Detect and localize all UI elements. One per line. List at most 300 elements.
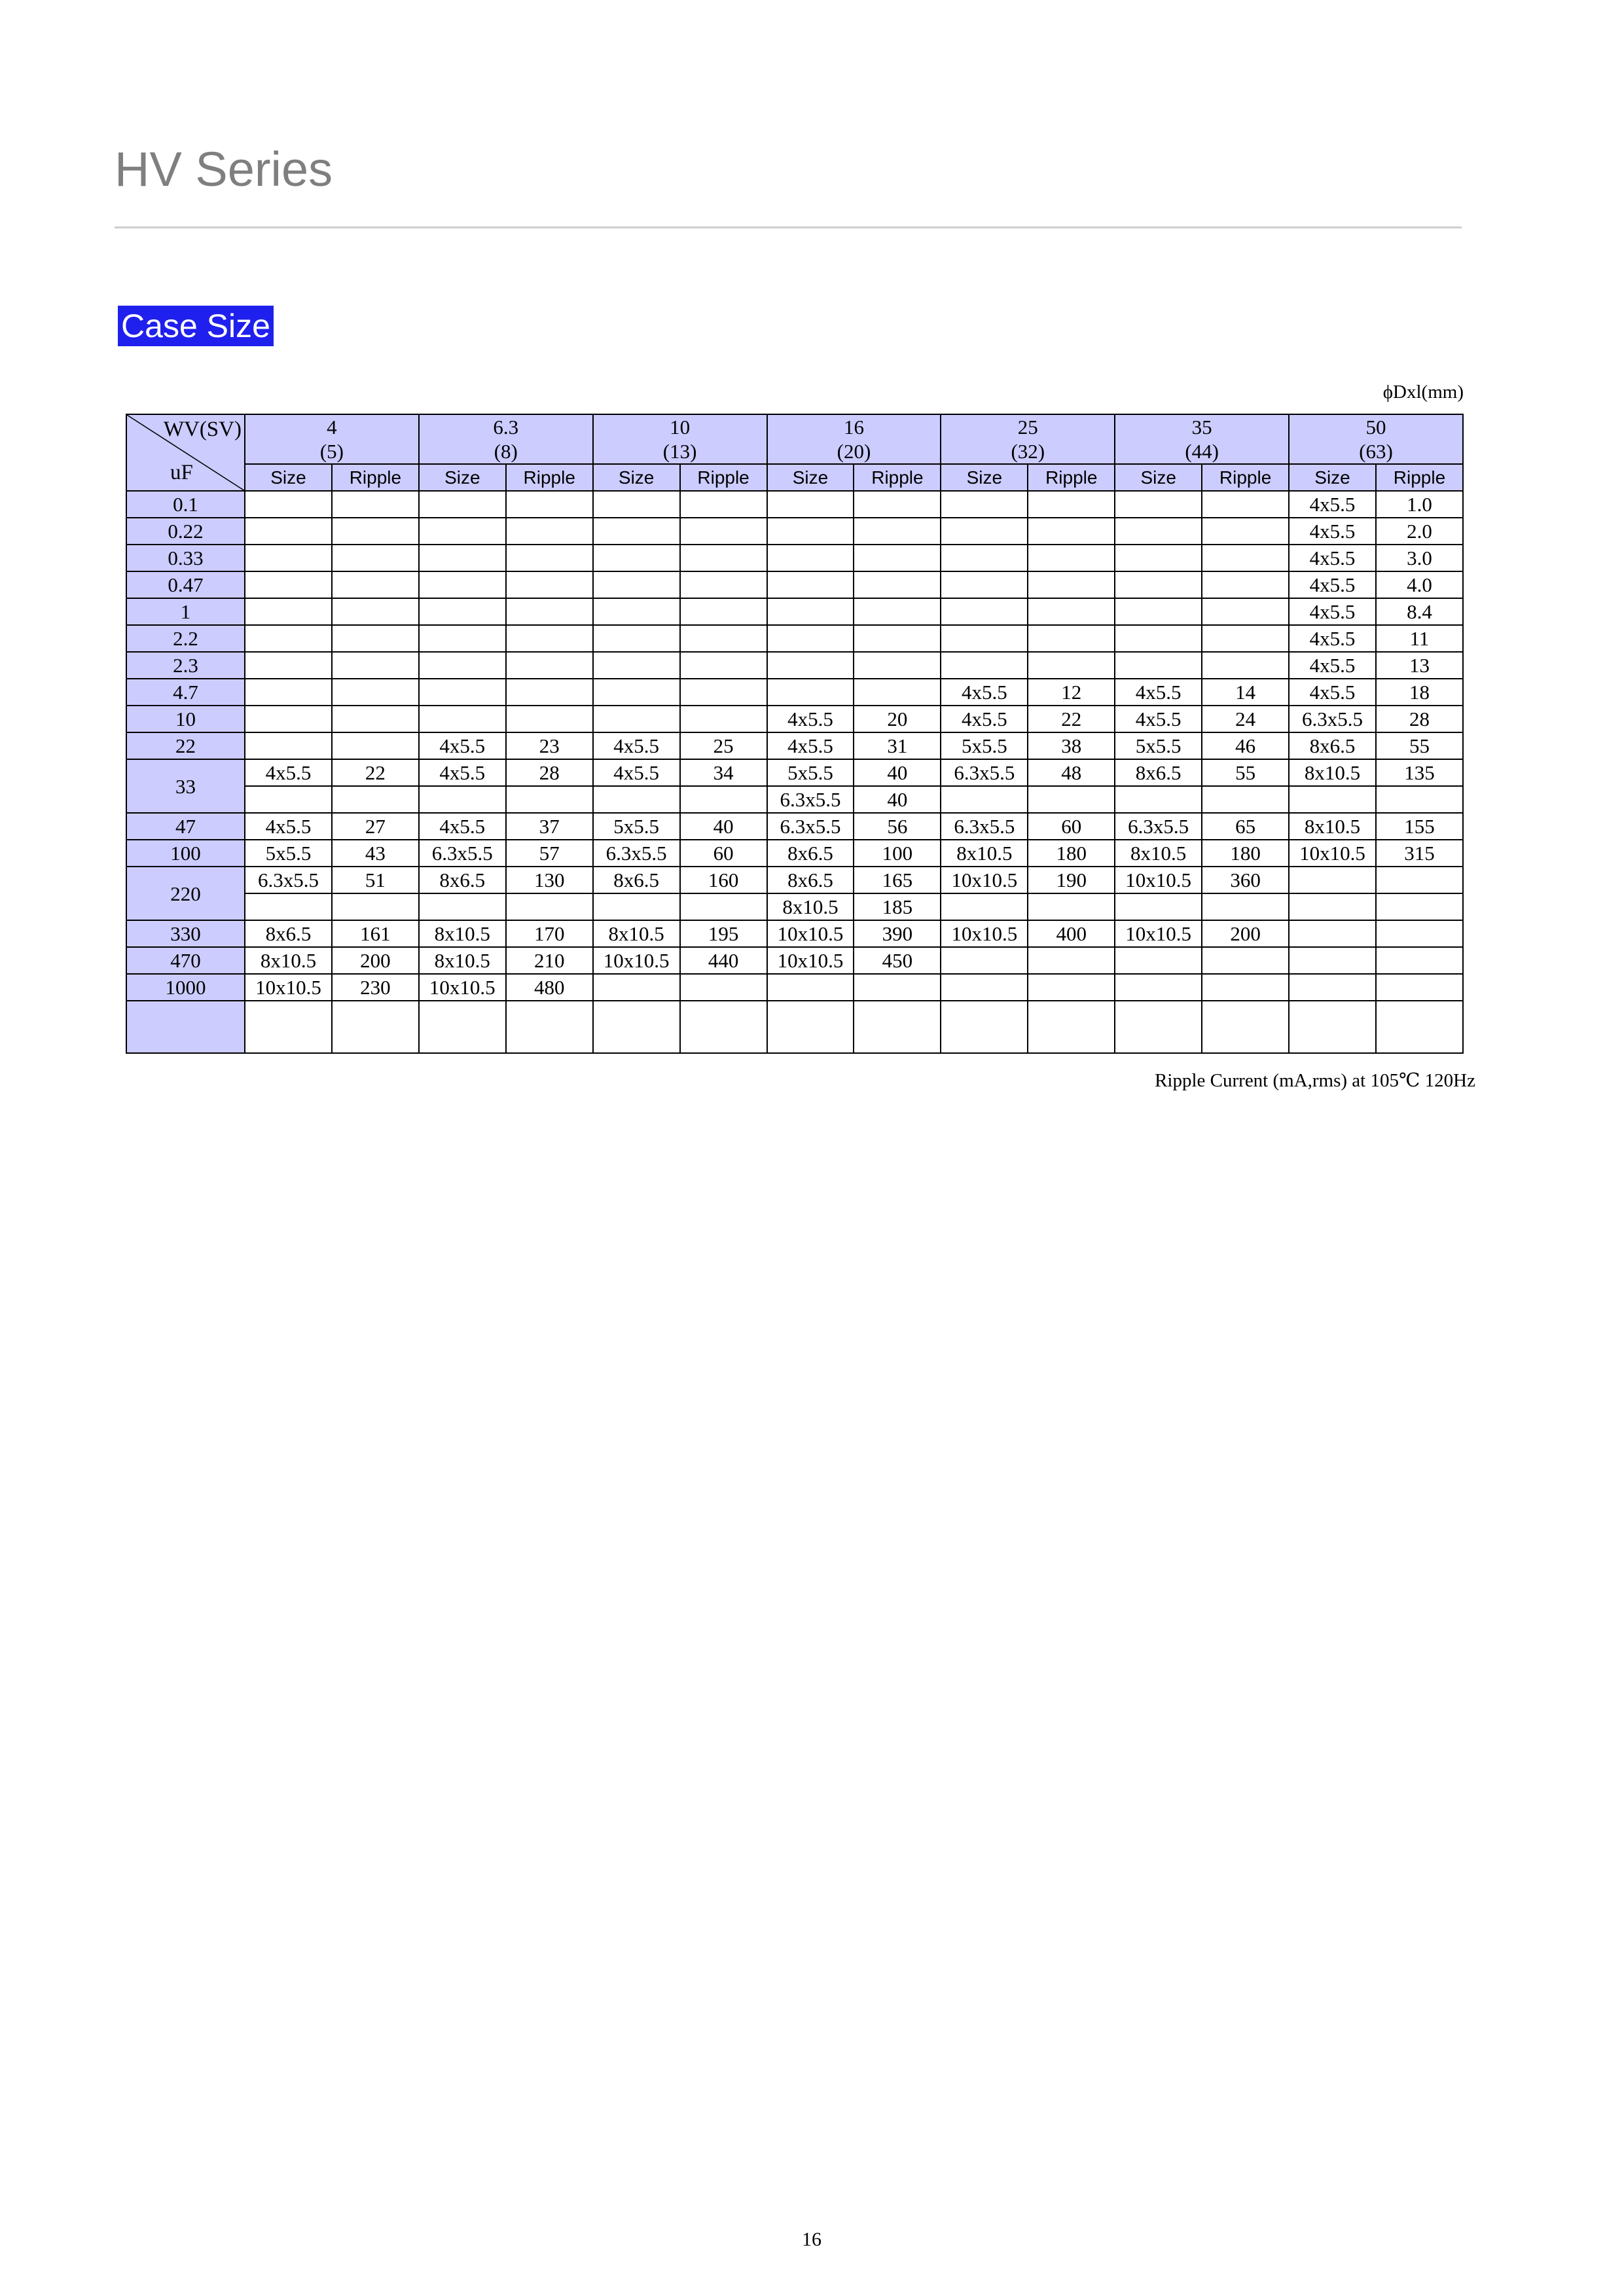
size-cell <box>767 652 854 679</box>
size-cell: 4x5.5 <box>419 759 506 786</box>
ripple-cell: 185 <box>854 893 941 920</box>
ripple-cell: 450 <box>854 947 941 974</box>
voltage-header <box>1289 414 1463 464</box>
size-cell: 8x10.5 <box>593 920 680 947</box>
ripple-cell: 161 <box>332 920 419 947</box>
ripple-cell <box>680 679 767 706</box>
ripple-cell: 190 <box>1028 867 1115 893</box>
table-row <box>126 706 1463 732</box>
sv-value: (5) <box>319 440 344 463</box>
table-row <box>126 974 1463 1001</box>
size-cell: 4x5.5 <box>419 732 506 759</box>
ripple-cell <box>1028 947 1115 974</box>
ripple-column-header: Ripple <box>332 464 419 491</box>
ripple-cell <box>506 679 593 706</box>
ripple-cell: 14 <box>1202 679 1289 706</box>
size-cell: 6.3x5.5 <box>593 840 680 867</box>
ripple-cell <box>1202 786 1289 813</box>
ripple-cell <box>680 893 767 920</box>
ripple-cell: 37 <box>506 813 593 840</box>
size-cell <box>941 1001 1028 1053</box>
ripple-cell: 43 <box>332 840 419 867</box>
size-cell <box>1289 867 1376 893</box>
size-cell <box>245 625 332 652</box>
size-cell <box>593 786 680 813</box>
size-cell: 10x10.5 <box>1115 867 1202 893</box>
capacitance-cell: 100 <box>126 840 245 867</box>
ripple-cell <box>1202 1001 1289 1053</box>
size-cell <box>1115 571 1202 598</box>
case-size-table <box>126 414 1464 1040</box>
ripple-cell <box>1202 518 1289 545</box>
size-cell: 5x5.5 <box>1115 732 1202 759</box>
ripple-cell: 2.0 <box>1376 518 1463 545</box>
size-cell <box>1289 974 1376 1001</box>
ripple-cell <box>332 571 419 598</box>
ripple-cell <box>1202 625 1289 652</box>
capacitance-cell: 330 <box>126 920 245 947</box>
size-cell: 4x5.5 <box>245 813 332 840</box>
size-cell <box>245 706 332 732</box>
ripple-cell: 40 <box>680 813 767 840</box>
voltage-header <box>245 414 419 464</box>
ripple-column-header: Ripple <box>1376 464 1463 491</box>
size-cell <box>941 652 1028 679</box>
size-cell <box>419 518 506 545</box>
ripple-cell: 60 <box>1028 813 1115 840</box>
size-cell: 10x10.5 <box>419 974 506 1001</box>
ripple-cell <box>332 598 419 625</box>
size-cell: 8x10.5 <box>419 920 506 947</box>
size-cell: 8x6.5 <box>593 867 680 893</box>
size-cell <box>767 598 854 625</box>
ripple-cell <box>1376 920 1463 947</box>
ripple-cell <box>854 545 941 571</box>
size-cell <box>1115 893 1202 920</box>
ripple-cell <box>506 706 593 732</box>
ripple-cell: 27 <box>332 813 419 840</box>
size-cell: 4x5.5 <box>593 732 680 759</box>
size-cell: 4x5.5 <box>1289 491 1376 518</box>
ripple-cell <box>506 1001 593 1053</box>
ripple-cell <box>680 491 767 518</box>
capacitance-cell: 0.47 <box>126 571 245 598</box>
ripple-cell <box>1202 491 1289 518</box>
size-cell: 10x10.5 <box>1289 840 1376 867</box>
size-cell <box>1115 974 1202 1001</box>
ripple-column-header: Ripple <box>1028 464 1115 491</box>
ripple-cell <box>332 625 419 652</box>
size-cell: 4x5.5 <box>419 813 506 840</box>
wv-value: 25 <box>1017 416 1038 439</box>
size-cell: 4x5.5 <box>593 759 680 786</box>
size-cell <box>419 545 506 571</box>
ripple-cell: 180 <box>1202 840 1289 867</box>
table-row <box>126 491 1463 518</box>
size-cell <box>245 732 332 759</box>
size-cell: 8x6.5 <box>767 867 854 893</box>
capacitance-cell: 0.1 <box>126 491 245 518</box>
ripple-cell: 60 <box>680 840 767 867</box>
size-cell: 8x6.5 <box>1115 759 1202 786</box>
size-cell <box>245 571 332 598</box>
ripple-cell: 56 <box>854 813 941 840</box>
ripple-cell <box>1028 518 1115 545</box>
ripple-cell: 400 <box>1028 920 1115 947</box>
size-cell: 8x10.5 <box>941 840 1028 867</box>
ripple-cell: 390 <box>854 920 941 947</box>
size-cell <box>245 598 332 625</box>
sv-value: (44) <box>1185 440 1219 463</box>
table-row <box>126 1001 1463 1053</box>
ripple-cell <box>854 491 941 518</box>
ripple-cell: 22 <box>1028 706 1115 732</box>
sv-value: (13) <box>662 440 697 463</box>
size-column-header: Size <box>941 464 1028 491</box>
ripple-cell: 46 <box>1202 732 1289 759</box>
size-cell: 8x6.5 <box>1289 732 1376 759</box>
size-cell <box>1115 491 1202 518</box>
corner-uf-label: uF <box>170 461 193 485</box>
size-cell <box>941 598 1028 625</box>
ripple-cell <box>1028 571 1115 598</box>
size-cell <box>593 893 680 920</box>
size-cell: 8x10.5 <box>767 893 854 920</box>
sv-value: (63) <box>1359 440 1393 463</box>
ripple-cell: 24 <box>1202 706 1289 732</box>
size-cell <box>419 571 506 598</box>
size-cell: 10x10.5 <box>1115 920 1202 947</box>
ripple-cell <box>1376 786 1463 813</box>
ripple-cell <box>1028 491 1115 518</box>
ripple-cell: 55 <box>1202 759 1289 786</box>
ripple-cell: 22 <box>332 759 419 786</box>
size-cell <box>593 652 680 679</box>
ripple-cell: 48 <box>1028 759 1115 786</box>
ripple-cell: 34 <box>680 759 767 786</box>
capacitance-cell: 47 <box>126 813 245 840</box>
ripple-cell: 170 <box>506 920 593 947</box>
ripple-cell: 180 <box>1028 840 1115 867</box>
size-cell <box>245 518 332 545</box>
ripple-cell <box>1202 893 1289 920</box>
ripple-cell <box>506 786 593 813</box>
size-cell: 4x5.5 <box>1289 518 1376 545</box>
size-cell <box>1115 652 1202 679</box>
size-cell <box>941 786 1028 813</box>
ripple-cell: 12 <box>1028 679 1115 706</box>
size-cell: 4x5.5 <box>1115 679 1202 706</box>
ripple-cell <box>1376 1001 1463 1053</box>
wv-value: 10 <box>670 416 691 439</box>
ripple-cell <box>1028 893 1115 920</box>
ripple-footnote: Ripple Current (mA,rms) at 105℃ 120Hz <box>1155 1070 1475 1091</box>
size-cell <box>941 974 1028 1001</box>
size-cell <box>1115 598 1202 625</box>
size-cell: 4x5.5 <box>1289 679 1376 706</box>
size-cell <box>419 598 506 625</box>
ripple-cell <box>506 598 593 625</box>
size-cell: 6.3x5.5 <box>419 840 506 867</box>
unit-note: ϕDxl(mm) <box>1382 382 1464 403</box>
ripple-cell <box>332 706 419 732</box>
size-cell <box>419 893 506 920</box>
size-cell: 4x5.5 <box>941 706 1028 732</box>
ripple-cell: 40 <box>854 786 941 813</box>
ripple-cell: 38 <box>1028 732 1115 759</box>
size-cell: 4x5.5 <box>1289 545 1376 571</box>
size-cell: 4x5.5 <box>245 759 332 786</box>
ripple-cell <box>854 598 941 625</box>
wv-value: 16 <box>843 416 864 439</box>
ripple-cell: 165 <box>854 867 941 893</box>
ripple-cell: 25 <box>680 732 767 759</box>
table-row <box>126 893 1463 920</box>
size-cell <box>941 518 1028 545</box>
ripple-cell <box>506 652 593 679</box>
size-cell: 4x5.5 <box>1289 625 1376 652</box>
size-cell: 4x5.5 <box>1289 598 1376 625</box>
size-cell <box>767 1001 854 1053</box>
size-cell <box>767 545 854 571</box>
size-cell: 6.3x5.5 <box>767 786 854 813</box>
ripple-cell: 315 <box>1376 840 1463 867</box>
size-cell <box>593 625 680 652</box>
voltage-header <box>767 414 941 464</box>
ripple-cell: 135 <box>1376 759 1463 786</box>
size-cell <box>419 679 506 706</box>
size-cell <box>593 974 680 1001</box>
size-cell: 10x10.5 <box>767 920 854 947</box>
capacitance-cell: 220 <box>126 867 245 920</box>
ripple-cell: 11 <box>1376 625 1463 652</box>
size-cell: 5x5.5 <box>245 840 332 867</box>
size-cell <box>1289 786 1376 813</box>
ripple-cell: 65 <box>1202 813 1289 840</box>
ripple-cell: 3.0 <box>1376 545 1463 571</box>
ripple-cell <box>506 545 593 571</box>
sv-value: (8) <box>494 440 518 463</box>
ripple-cell <box>680 518 767 545</box>
wv-value: 4 <box>327 416 337 439</box>
wv-value: 6.3 <box>493 416 519 439</box>
voltage-header <box>419 414 593 464</box>
size-cell <box>1115 625 1202 652</box>
size-column-header: Size <box>1115 464 1202 491</box>
page-title: HV Series <box>115 142 333 196</box>
size-cell <box>593 706 680 732</box>
ripple-cell <box>854 625 941 652</box>
size-cell: 8x6.5 <box>767 840 854 867</box>
size-cell: 8x10.5 <box>1115 840 1202 867</box>
capacitance-cell: 1000 <box>126 974 245 1001</box>
ripple-cell <box>332 545 419 571</box>
ripple-cell <box>332 491 419 518</box>
ripple-cell: 440 <box>680 947 767 974</box>
ripple-cell <box>680 545 767 571</box>
size-cell: 10x10.5 <box>767 947 854 974</box>
table-row <box>126 920 1463 947</box>
ripple-cell <box>332 1001 419 1053</box>
size-cell <box>593 518 680 545</box>
size-cell <box>593 598 680 625</box>
size-cell <box>593 1001 680 1053</box>
size-cell <box>419 786 506 813</box>
ripple-cell <box>1202 974 1289 1001</box>
size-cell <box>767 679 854 706</box>
ripple-cell: 31 <box>854 732 941 759</box>
size-cell: 10x10.5 <box>245 974 332 1001</box>
ripple-cell <box>506 625 593 652</box>
size-column-header: Size <box>593 464 680 491</box>
size-column-header: Size <box>245 464 332 491</box>
ripple-cell <box>1376 947 1463 974</box>
ripple-cell <box>680 625 767 652</box>
ripple-cell <box>332 518 419 545</box>
size-cell <box>593 571 680 598</box>
size-cell <box>767 571 854 598</box>
ripple-cell <box>1028 652 1115 679</box>
ripple-column-header: Ripple <box>506 464 593 491</box>
table-row <box>126 867 1463 893</box>
table-row <box>126 598 1463 625</box>
ripple-cell <box>1028 974 1115 1001</box>
size-cell <box>1289 920 1376 947</box>
size-cell: 4x5.5 <box>1115 706 1202 732</box>
wv-value: 50 <box>1365 416 1386 439</box>
ripple-cell <box>332 893 419 920</box>
ripple-column-header: Ripple <box>854 464 941 491</box>
size-cell: 8x10.5 <box>245 947 332 974</box>
ripple-cell <box>1028 625 1115 652</box>
capacitance-cell: 22 <box>126 732 245 759</box>
ripple-cell: 155 <box>1376 813 1463 840</box>
size-cell <box>419 1001 506 1053</box>
ripple-cell <box>680 786 767 813</box>
ripple-cell: 40 <box>854 759 941 786</box>
capacitance-cell: 470 <box>126 947 245 974</box>
ripple-cell: 13 <box>1376 652 1463 679</box>
table-row <box>126 679 1463 706</box>
sv-value: (32) <box>1011 440 1045 463</box>
size-cell: 8x10.5 <box>1289 759 1376 786</box>
size-cell <box>245 893 332 920</box>
size-cell <box>941 625 1028 652</box>
size-cell <box>941 947 1028 974</box>
size-cell <box>593 491 680 518</box>
ripple-cell <box>680 598 767 625</box>
capacitance-cell: 1 <box>126 598 245 625</box>
size-cell: 8x6.5 <box>245 920 332 947</box>
table-row <box>126 652 1463 679</box>
ripple-cell <box>1202 947 1289 974</box>
size-cell <box>245 491 332 518</box>
ripple-cell <box>506 571 593 598</box>
ripple-cell <box>1028 545 1115 571</box>
size-cell: 4x5.5 <box>767 732 854 759</box>
capacitance-cell: 0.22 <box>126 518 245 545</box>
ripple-cell <box>332 786 419 813</box>
ripple-cell <box>1202 571 1289 598</box>
size-cell <box>419 706 506 732</box>
size-cell <box>245 679 332 706</box>
ripple-cell: 210 <box>506 947 593 974</box>
size-cell <box>419 652 506 679</box>
voltage-header <box>593 414 767 464</box>
size-cell: 6.3x5.5 <box>767 813 854 840</box>
ripple-cell: 55 <box>1376 732 1463 759</box>
sv-value: (20) <box>837 440 871 463</box>
ripple-cell <box>506 893 593 920</box>
size-cell <box>941 491 1028 518</box>
ripple-cell <box>854 679 941 706</box>
size-cell <box>767 974 854 1001</box>
size-cell: 10x10.5 <box>941 867 1028 893</box>
ripple-cell <box>854 571 941 598</box>
ripple-cell: 4.0 <box>1376 571 1463 598</box>
size-cell <box>245 1001 332 1053</box>
ripple-cell: 23 <box>506 732 593 759</box>
ripple-cell: 200 <box>332 947 419 974</box>
corner-wv-label: WV(SV) <box>163 418 242 441</box>
ripple-cell: 57 <box>506 840 593 867</box>
ripple-cell: 200 <box>1202 920 1289 947</box>
ripple-cell <box>854 974 941 1001</box>
ripple-cell <box>854 1001 941 1053</box>
ripple-cell <box>332 732 419 759</box>
ripple-cell <box>1202 598 1289 625</box>
size-cell: 4x5.5 <box>1289 652 1376 679</box>
ripple-cell <box>1028 598 1115 625</box>
page-number: 16 <box>802 2229 821 2250</box>
size-cell: 5x5.5 <box>941 732 1028 759</box>
ripple-cell <box>854 518 941 545</box>
ripple-cell <box>680 1001 767 1053</box>
size-cell <box>767 491 854 518</box>
size-cell: 4x5.5 <box>767 706 854 732</box>
ripple-cell <box>1376 867 1463 893</box>
size-cell <box>245 652 332 679</box>
ripple-cell: 18 <box>1376 679 1463 706</box>
ripple-cell <box>1202 652 1289 679</box>
ripple-cell: 20 <box>854 706 941 732</box>
size-cell: 5x5.5 <box>593 813 680 840</box>
ripple-cell <box>1376 974 1463 1001</box>
ripple-cell: 100 <box>854 840 941 867</box>
size-cell <box>941 545 1028 571</box>
wv-value: 35 <box>1191 416 1212 439</box>
size-cell: 6.3x5.5 <box>1289 706 1376 732</box>
size-cell: 6.3x5.5 <box>245 867 332 893</box>
size-cell <box>1289 1001 1376 1053</box>
ripple-cell <box>332 652 419 679</box>
size-cell <box>1289 947 1376 974</box>
table-row <box>126 545 1463 571</box>
size-cell <box>245 786 332 813</box>
ripple-cell <box>680 571 767 598</box>
table-row <box>126 813 1463 840</box>
ripple-cell <box>1028 786 1115 813</box>
size-cell <box>767 625 854 652</box>
size-cell <box>593 545 680 571</box>
size-column-header: Size <box>1289 464 1376 491</box>
capacitance-cell: 0.33 <box>126 545 245 571</box>
table-row <box>126 759 1463 786</box>
ripple-cell <box>680 974 767 1001</box>
ripple-cell <box>680 652 767 679</box>
size-column-header: Size <box>419 464 506 491</box>
ripple-cell: 360 <box>1202 867 1289 893</box>
